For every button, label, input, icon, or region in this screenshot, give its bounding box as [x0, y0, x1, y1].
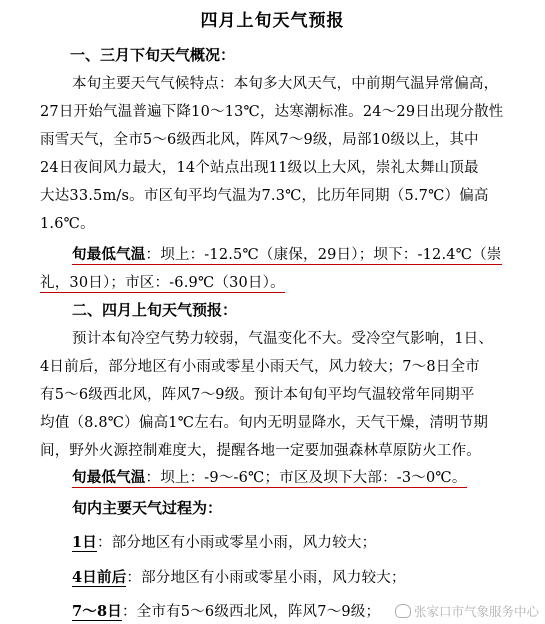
section2-min-temp-line: [72, 466, 545, 487]
section1-line-1: 本旬主要天气气候特点：本旬多大风天气，中前期气温异常偏高，: [72, 76, 499, 92]
process-text-3: ：全市有5～6级西北风，阵风7～9级；: [121, 604, 381, 620]
section1-min-temp-line-2: [40, 271, 545, 292]
process-heading: 旬内主要天气过程为：: [72, 499, 223, 517]
process-day-1: 1日: [72, 534, 97, 551]
weibo-icon: [395, 604, 411, 618]
section1-line-3: 雨雪天气，全市5～6级西北风，阵风7～9级，局部10级以上，其中: [40, 132, 479, 148]
section1-min-temp-line-1: [72, 243, 545, 264]
section1-min-temp-label: 旬最低气温: [72, 246, 146, 263]
section1-line-4: 24日夜间风力最大，14个站点出现11级以上大风，崇礼太舞山顶最: [40, 160, 479, 176]
section1-heading: 一、三月下旬天气概况：: [70, 46, 236, 64]
process-day-3: 7～8日: [72, 603, 122, 620]
section2-heading: 二、四月上旬天气预报：: [72, 301, 238, 319]
section2-line-2: 4日前后，部分地区有小雨或零星小雨天气，风力较大；7～8日全市: [40, 359, 480, 375]
process-item-2: [72, 566, 545, 587]
section2-min-temp-text: ：坝上：-9～-6℃；市区及坝下大部：-3～0℃。: [145, 470, 467, 486]
process-day-2: 4日前后: [72, 569, 127, 586]
section1-min-temp-text: ：坝上：-12.5℃（康保，29日）；坝下：-12.4℃（崇: [145, 247, 502, 263]
section1-line-5: 大达33.5m/s。市区旬平均气温为7.3℃，比历年同期（5.7℃）偏高: [40, 188, 489, 204]
process-text-1: ：部分地区有小雨或零星小雨，风力较大；: [97, 535, 377, 551]
process-text-2: ：部分地区有小雨或零星小雨，风力较大；: [126, 570, 406, 586]
watermark: [395, 602, 539, 620]
watermark-text: 张家口市气象服务中心: [413, 604, 539, 619]
section2-min-temp-label: 旬最低气温: [72, 469, 146, 486]
section1-min-temp-text-2: 礼，30日）；市区：-6.9℃（30日）。: [40, 275, 285, 291]
document-title: 四月上旬天气预报: [200, 11, 345, 31]
section2-line-3: 有5～6级西北风，阵风7～9级。预计本旬旬平均气温较常年同期平: [40, 387, 475, 403]
section1-line-2: 27日开始气温普遍下降10～13℃，达寒潮标准。24～29日出现分散性: [40, 104, 504, 120]
section1-line-6: 1.6℃。: [40, 216, 95, 232]
process-item-1: [72, 531, 545, 552]
section2-line-4: 均值（8.8℃）偏高1℃左右。旬内无明显降水，天气干燥，清明节期: [40, 415, 489, 431]
section2-line-1: 预计本旬冷空气势力较弱，气温变化不大。受冷空气影响，1日、: [72, 331, 494, 347]
section2-line-5: 间，野外火源控制难度大，提醒各地一定要加强森林草原防火工作。: [40, 443, 481, 459]
